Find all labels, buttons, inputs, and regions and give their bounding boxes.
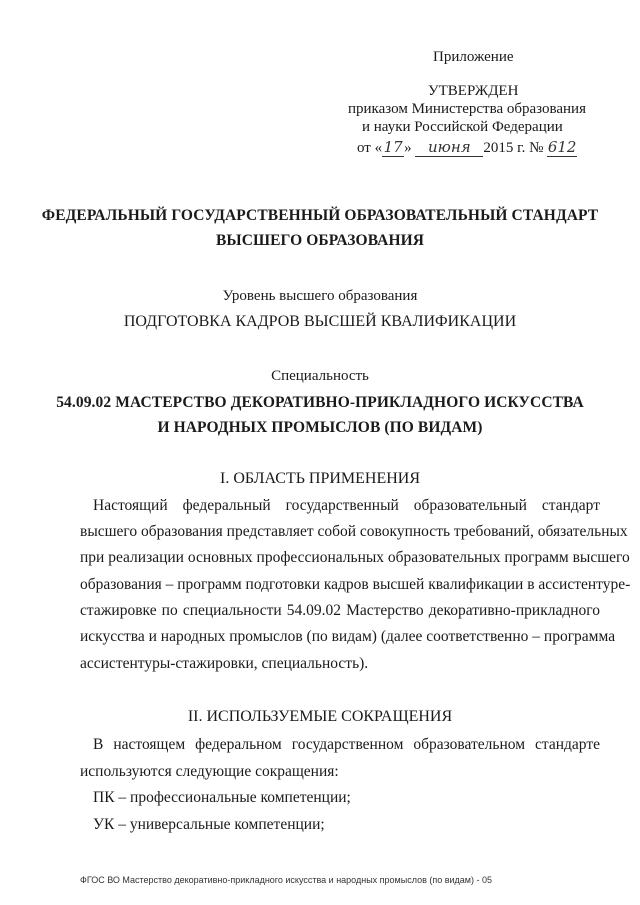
date-mid: » xyxy=(404,140,412,156)
section-1-heading: I. ОБЛАСТЬ ПРИМЕНЕНИЯ xyxy=(219,470,421,487)
date-prefix: от « xyxy=(357,140,383,156)
order-line-2: и науки Российской Федерации xyxy=(362,119,563,135)
order-number-handwritten: 612 xyxy=(547,138,577,156)
section-1-line: высшего образования представляет собой совокупность требований, обязательных xyxy=(80,523,628,540)
section-2-heading: II. ИСПОЛЬЗУЕМЫЕ СОКРАЩЕНИЯ xyxy=(187,708,453,725)
order-date-line xyxy=(357,138,577,157)
specialty-title-line-2: И НАРОДНЫХ ПРОМЫСЛОВ (ПО ВИДАМ) xyxy=(157,419,483,436)
document-title-line-2: ВЫСШЕГО ОБРАЗОВАНИЯ xyxy=(215,232,425,249)
approved-label: УТВЕРЖДЕН xyxy=(428,83,519,99)
section-1-line: ассистентуры-стажировки, специальность). xyxy=(80,655,369,672)
date-year: 2015 г. № xyxy=(483,140,544,156)
specialty-title-line-1: 54.09.02 МАСТЕРСТВО ДЕКОРАТИВНО-ПРИКЛАДНОГО ИСКУССТВА xyxy=(56,394,584,411)
section-2-line: используются следующие сокращения: xyxy=(80,763,339,780)
level-value: ПОДГОТОВКА КАДРОВ ВЫСШЕЙ КВАЛИФИКАЦИИ xyxy=(123,313,517,330)
level-label: Уровень высшего образования xyxy=(222,288,418,304)
section-1-line: стажировке по специальности 54.09.02 Мастерство декоративно-прикладного xyxy=(80,602,600,619)
section-1-line: искусства и народных промыслов (по видам) (далее соответственно – программа xyxy=(80,628,616,645)
document-title-line-1: ФЕДЕРАЛЬНЫЙ ГОСУДАРСТВЕННЫЙ ОБРАЗОВАТЕЛЬНЫЙ СТАНДАРТ xyxy=(41,207,599,224)
abbreviation-item: УК – универсальные компетенции; xyxy=(93,816,325,833)
order-line-1: приказом Министерства образования xyxy=(348,101,586,117)
section-1-line: Настоящий федеральный государственный образовательный стандарт xyxy=(93,497,600,514)
section-1-line: образования – программ подготовки кадров высшей квалификации в ассистентуре- xyxy=(80,576,631,593)
section-2-line: В настоящем федеральном государственном образовательном стандарте xyxy=(93,736,600,753)
appendix-label: Приложение xyxy=(433,49,514,65)
section-1-line: при реализации основных профессиональных образовательных программ высшего xyxy=(80,549,630,566)
specialty-label: Специальность xyxy=(271,368,369,384)
page-footer: ФГОС ВО Мастерство декоративно-прикладного искусства и народных промыслов (по видам) - 05 xyxy=(80,875,492,885)
date-month-handwritten: июня xyxy=(415,138,483,157)
abbreviation-item: ПК – профессиональные компетенции; xyxy=(93,789,351,806)
date-day-handwritten: 17 xyxy=(383,138,403,156)
